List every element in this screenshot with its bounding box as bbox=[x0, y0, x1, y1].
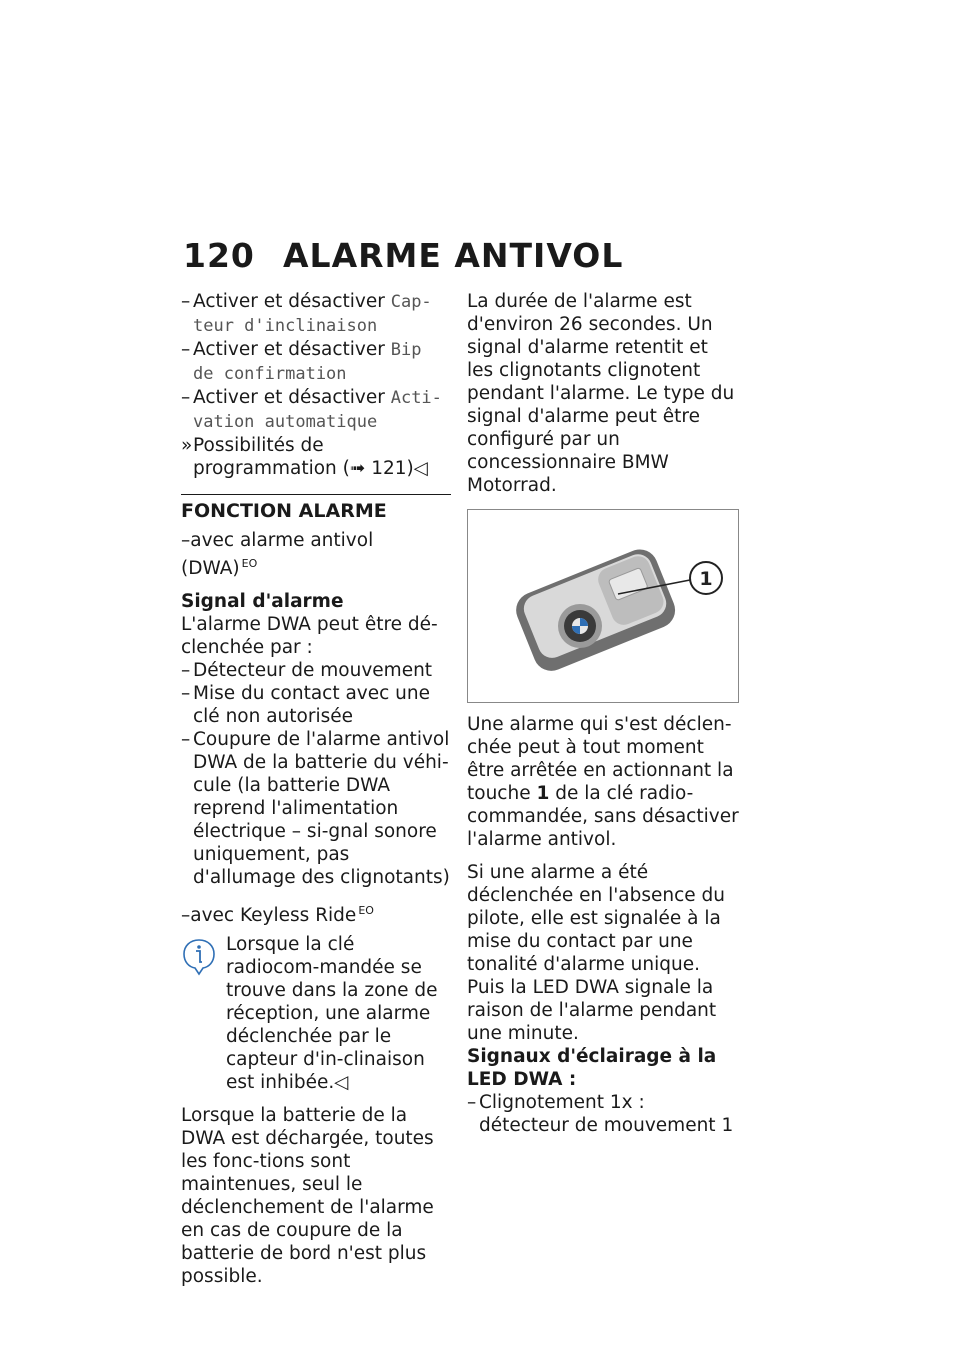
paragraph: L'alarme DWA peut être dé-clenchée par : bbox=[181, 614, 438, 659]
list-item: – Détecteur de mouvement bbox=[181, 660, 433, 682]
paragraph: Une alarme qui s'est déclen-chée peut à tout moment être arrêtée en actionnant la touche 1 de la clé radio-commandée, sans désactiver l'alarme antivol. bbox=[467, 714, 739, 850]
paragraph: Lorsque la batterie de la DWA est déchargée, toutes les fonc-tions sont maintenues, seul le déclenchement de l'alarme en cas de coupure de la batterie de bord n'est plus possible. bbox=[181, 1105, 434, 1288]
subsection-heading: Signaux d'éclairage à la LED DWA : bbox=[467, 1046, 717, 1090]
trigger-list bbox=[181, 659, 451, 889]
page-header bbox=[183, 236, 723, 280]
list-item: – Activer et désactiver Bip de confirmation bbox=[181, 339, 422, 384]
right-column bbox=[467, 290, 739, 1137]
info-icon bbox=[181, 937, 217, 977]
list-item: – Mise du contact avec une clé non autorisée bbox=[181, 683, 431, 728]
paragraph: Lorsque la clé radiocom-mandée se trouve dans la zone de réception, une alarme déclenchée par le capteur d'in-clinaison est inhibée.◁ bbox=[226, 934, 438, 1094]
page-number: 120 bbox=[183, 236, 255, 275]
cross-reference[interactable]: » Possibilités de programmation (➟ 121)◁ bbox=[181, 435, 428, 479]
section-title: FONCTION ALARME bbox=[181, 494, 451, 523]
key-reference: 1 bbox=[536, 783, 550, 804]
equipment-note: –avec alarme antivol (DWA) $^{EO}$ bbox=[181, 530, 374, 580]
menu-option-name: Acti-vation automatique bbox=[193, 388, 442, 432]
list-item: – Clignotement 1x : détecteur de mouvement 1 bbox=[467, 1092, 734, 1136]
figure-callout: 1 bbox=[699, 568, 713, 590]
left-column bbox=[181, 290, 451, 1288]
list-item: – Activer et désactiver Acti-vation automatique bbox=[181, 387, 442, 432]
remote-key-illustration bbox=[468, 510, 738, 702]
subsection-heading: Signal d'alarme bbox=[181, 591, 344, 613]
menu-option-name: Bip de confirmation bbox=[193, 340, 422, 384]
settings-list bbox=[181, 290, 451, 480]
equipment-note: –avec Keyless Ride $^{EO}$ bbox=[181, 904, 374, 927]
page-title: ALARME ANTIVOL bbox=[283, 236, 624, 275]
menu-option-name: Cap-teur d'inclinaison bbox=[193, 292, 432, 336]
paragraph: Si une alarme a été déclenchée en l'absence du pilote, elle est signalée à la mise du contact par une tonalité d'alarme unique. Puis la LED DWA signale la raison de l'alarme pendant une minute. bbox=[467, 862, 726, 1044]
list-item: – Activer et désactiver Cap-teur d'inclinaison bbox=[181, 291, 432, 336]
remote-key-figure bbox=[467, 509, 739, 703]
list-item: – Coupure de l'alarme antivol DWA de la batterie du véhi-cule (la batterie DWA reprend l'alimentation électrique – si-gnal sonore uniquement, pas d'allumage des clignotants) bbox=[181, 729, 450, 889]
info-note bbox=[181, 933, 451, 1094]
paragraph: La durée de l'alarme est d'environ 26 secondes. Un signal d'alarme retentit et les clignotants clignotent pendant l'alarme. Le type du signal d'alarme peut être configuré par un concessionnaire BMW Motorrad. bbox=[467, 291, 735, 496]
